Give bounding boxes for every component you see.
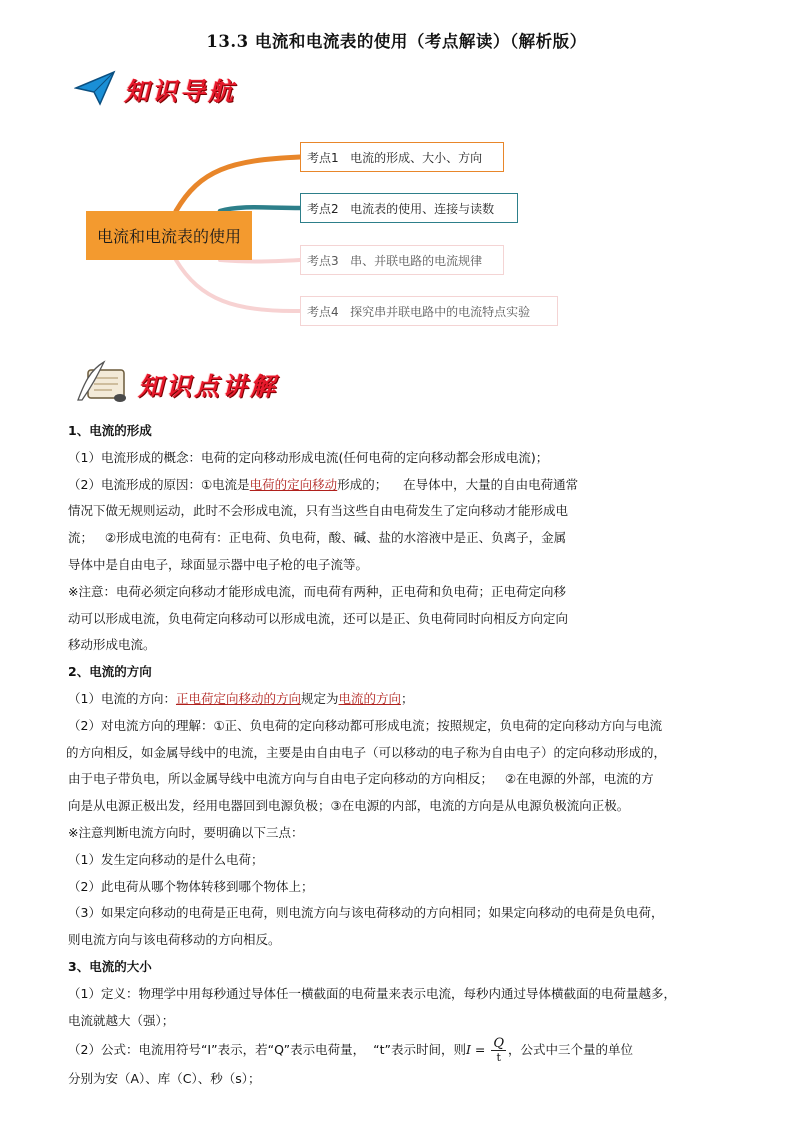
page-title: 13.3 电流和电流表的使用（考点解读）（解析版） [206,32,587,51]
underlined-key-term: 电荷的定向移动 [249,476,338,492]
document-body [68,418,740,1093]
list-item: （2）此电荷从哪个物体转移到哪个物体上； [68,878,314,894]
formula-equals: = [470,1042,490,1058]
list-item: （3）如果定向移动的电荷是正电荷，则电流方向与该电荷移动的方向相同；如果定向移动的电荷是负电荷， [68,905,664,921]
paragraph-line: 情况下做无规则运动，此时不会形成电流，只有当这些自由电荷发生了定向移动才能形成电 [68,503,569,519]
paragraph-line: （1）电流形成的概念：电荷的定向移动形成电流(任何电荷的定向移动都会形成电流)； [68,449,549,465]
current-formula [465,1036,508,1065]
paper-plane-icon [74,70,116,110]
mindmap-node-2-label: 考点2 电流表的使用、连接与读数 [307,201,495,216]
list-item: 则电流方向与该电荷移动的方向相反。 [68,932,281,948]
text-run: ； [401,690,414,706]
text-run: （1）电流的方向： [68,690,176,706]
section-heading: 3、电流的大小 [68,958,152,974]
paragraph-line: （1）定义：物理学中用每秒通过导体任一横截面的电荷量来表示电流，每秒内通过导体横截面的电荷量越多， [68,985,676,1001]
text-run: （2）电流形成的原因：①电流是 [68,476,250,492]
paragraph-line: （2）对电流方向的理解：①正、负电荷的定向移动都可形成电流；按照规定，负电荷的定向移动方向与电流 [68,717,663,733]
mindmap-node-1-label: 考点1 电流的形成、大小、方向 [307,150,483,165]
paragraph-line: 由于电子带负电，所以金属导线中电流方向与自由电子定向移动的方向相反； ②在电源的外部，电流的方 [68,771,654,787]
underlined-key-term: 电流的方向 [338,690,402,706]
banner-knowledge-navigation [74,70,236,110]
text-run: ，公式中三个量的单位 [508,1042,634,1058]
formula-fraction [491,1037,506,1064]
formula-lhs: I [465,1042,471,1058]
paragraph-line [68,686,740,713]
paragraph-line [68,472,740,499]
mindmap-node-4 [300,296,558,326]
quill-scroll-icon [74,360,130,410]
paragraph-line: 电流就越大（强）； [68,1012,175,1028]
banner-knowledge-navigation-text: 知识导航 [124,77,237,106]
mindmap-node-3-label: 考点3 串、并联电路的电流规律 [307,253,483,268]
text-run: 形成的； 在导体中，大量的自由电荷通常 [337,476,579,492]
underlined-key-term: 正电荷定向移动的方向 [175,690,301,706]
paragraph-line: 的方向相反，如金属导线中的电流，主要是由自由电子（可以移动的电子称为自由电子）的定向移动形成的， [66,744,667,760]
text-run: 规定为 [300,690,339,706]
mindmap-node-1 [300,142,504,172]
formula-denominator: t [496,1051,501,1065]
formula-numerator: Q [493,1036,505,1052]
mindmap-root: 电流和电流表的使用 [86,211,252,260]
mindmap-node-4-label: 考点4 探究串并联电路中的电流特点实验 [307,304,531,319]
paragraph-line: 导体中是自由电子，球面显示器中电子枪的电子流等。 [68,556,369,572]
note-line: 动可以形成电流，负电荷定向移动可以形成电流，还可以是正、负电荷同时向相反方向定向 [68,610,569,626]
paragraph-line: 向是从电源正极出发，经用电器回到电源负极；③在电源的内部，电流的方向是从电源负极流向正极。 [68,798,630,814]
paragraph-line: 流； ②形成电流的电荷有：正电荷、负电荷，酸、碱、盐的水溶液中是正、负离子，金属 [68,530,567,546]
list-item: （1）发生定向移动的是什么电荷； [68,851,264,867]
banner-knowledge-explanation-text: 知识点讲解 [138,372,279,401]
note-line: 移动形成电流。 [68,637,156,653]
note-line: ※注意判断电流方向时，要明确以下三点： [68,824,304,840]
mindmap-node-3 [300,245,504,275]
mindmap-node-2 [300,193,518,223]
section-heading: 1、电流的形成 [68,423,152,438]
note-line: ※注意：电荷必须定向移动才能形成电流，而电荷有两种，正电荷和负电荷；正电荷定向移 [68,583,566,599]
paragraph-line: 分别为安（A）、库（C）、秒（s）； [68,1071,261,1087]
section-heading: 2、电流的方向 [68,664,152,680]
banner-knowledge-explanation [74,360,278,410]
text-run: （2）公式：电流用符号“I”表示，若“Q”表示电荷量， “t”表示时间，则 [68,1042,466,1058]
paragraph-line [68,1034,740,1066]
